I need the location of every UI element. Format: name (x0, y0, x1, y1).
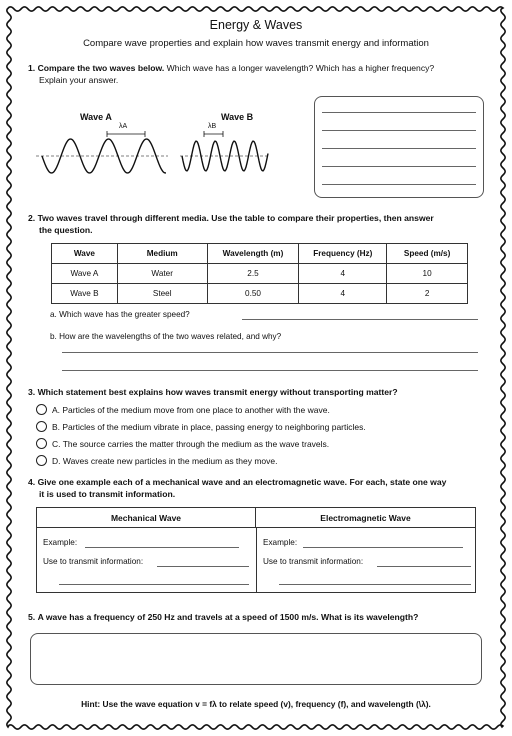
page-title: Energy & Waves (209, 18, 303, 32)
table-header: Speed (m/s) (387, 244, 468, 264)
option-label: C. The source carries the matter through the medium as the wave travels. (52, 438, 330, 449)
option-label: B. Particles of the medium vibrate in place, passing energy to neighboring particles. (52, 421, 366, 432)
examples-table (36, 507, 476, 593)
question-2 (28, 212, 478, 236)
hint-text: Hint: Use the wave equation v = fλ to relate speed (v), frequency (f), and wavelength (\λ). (81, 699, 431, 709)
mechanical-use-line[interactable] (157, 566, 249, 567)
electromagnetic-example-line[interactable] (303, 547, 463, 548)
answer-line (322, 130, 476, 131)
column-header-mechanical: Mechanical Wave (37, 508, 256, 528)
question-2b: b. How are the wavelengths of the two waves related, and why? (50, 332, 282, 341)
question-2-text2: the question. (39, 225, 93, 235)
question-number: 1. (28, 63, 36, 73)
option-a[interactable] (36, 404, 330, 415)
question-1-bold: Compare the two waves below. (37, 63, 165, 73)
table-header: Wave (52, 244, 118, 264)
example-label: Example: (43, 538, 78, 547)
question-5 (28, 611, 478, 623)
lambda-b-label: λB (208, 123, 217, 130)
question-4-text2: it is used to transmit information. (39, 489, 176, 499)
question-2-text: Two waves travel through different media. Use the table to compare their properties, then answer (37, 213, 434, 223)
radio-circle-icon[interactable] (36, 455, 47, 466)
question-3 (28, 386, 478, 398)
table-header: Wavelength (m) (207, 244, 299, 264)
answer-line (322, 148, 476, 149)
electromagnetic-use-line[interactable] (279, 584, 471, 585)
question-5-text: A wave has a frequency of 250 Hz and travels at a speed of 1500 m/s. What is its wavelength? (37, 612, 419, 622)
mechanical-use-line[interactable] (59, 584, 249, 585)
table-cell: 2 (387, 284, 468, 304)
radio-circle-icon[interactable] (36, 404, 47, 415)
answer-line (322, 184, 476, 185)
mechanical-example-line[interactable] (85, 547, 239, 548)
lambda-a-label: λA (119, 123, 128, 130)
table-cell: Wave B (52, 284, 118, 304)
table-header: Frequency (Hz) (299, 244, 387, 264)
example-label: Example: (263, 538, 298, 547)
question-number: 5. (28, 612, 36, 622)
column-divider (256, 528, 257, 592)
table-cell: 4 (299, 264, 387, 284)
column-header-electromagnetic: Electromagnetic Wave (256, 508, 475, 528)
wave-diagrams (30, 128, 270, 178)
question-2a: a. Which wave has the greater speed? (50, 310, 190, 319)
table-row (52, 284, 468, 304)
question-number: 4. (28, 477, 36, 487)
answer-line-2b[interactable] (62, 370, 478, 371)
option-label: D. Waves create new particles in the medium as they move. (52, 455, 278, 466)
question-3-text: Which statement best explains how waves transmit energy without transporting matter? (37, 387, 398, 397)
answer-box-q5[interactable] (30, 633, 482, 685)
table-cell: Wave A (52, 264, 118, 284)
table-cell: 4 (299, 284, 387, 304)
answer-line (322, 166, 476, 167)
wave-b-label: Wave B (221, 112, 254, 122)
radio-circle-icon[interactable] (36, 438, 47, 449)
answer-line-2b[interactable] (62, 352, 478, 353)
question-4 (28, 476, 478, 500)
answer-line (322, 112, 476, 113)
use-label: Use to transmit information: (43, 557, 144, 566)
wave-a-label: Wave A (80, 112, 112, 122)
table-cell: 0.50 (207, 284, 299, 304)
table-cell: Water (117, 264, 207, 284)
table-header: Medium (117, 244, 207, 264)
option-b[interactable] (36, 421, 366, 432)
table-row (52, 264, 468, 284)
question-1-text: Which wave has a longer wavelength? Which has a higher frequency? (166, 63, 435, 73)
question-number: 2. (28, 213, 36, 223)
table-header-row (52, 244, 468, 264)
properties-table (51, 243, 468, 304)
question-number: 3. (28, 387, 36, 397)
table-cell: Steel (117, 284, 207, 304)
table-cell: 2.5 (207, 264, 299, 284)
page-subtitle: Compare wave properties and explain how waves transmit energy and information (83, 38, 429, 49)
option-d[interactable] (36, 455, 278, 466)
radio-circle-icon[interactable] (36, 421, 47, 432)
table-cell: 10 (387, 264, 468, 284)
answer-line-2a[interactable] (242, 319, 478, 320)
electromagnetic-use-line[interactable] (377, 566, 471, 567)
option-c[interactable] (36, 438, 329, 449)
option-label: A. Particles of the medium move from one place to another with the wave. (52, 404, 330, 415)
use-label: Use to transmit information: (263, 557, 364, 566)
question-1 (28, 62, 468, 86)
question-4-text: Give one example each of a mechanical wave and an electromagnetic wave. For each, state one way (37, 477, 447, 487)
question-1-text2: Explain your answer. (39, 75, 119, 85)
